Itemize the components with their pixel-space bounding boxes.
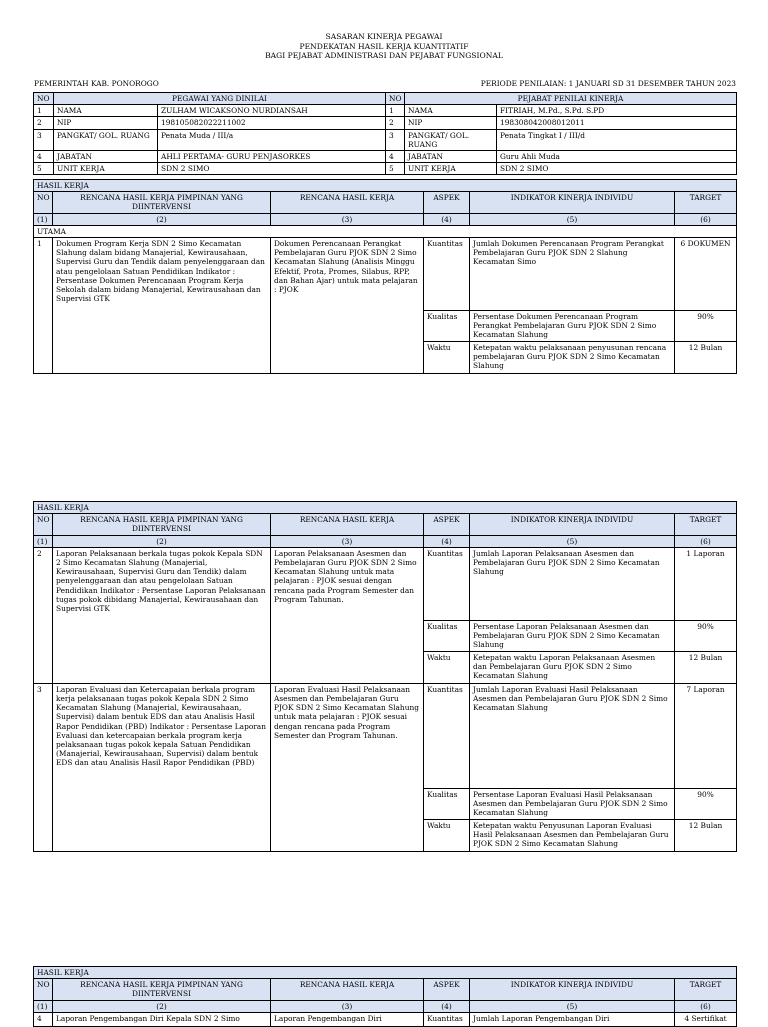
item-rhk-pimpinan: Dokumen Program Kerja SDN 2 Simo Kecamatan Slahung dalam bidang Manajerial, Kewirausahaan, Supervisi Guru dan Tendik dalam penyelenggaraan dan atau pengelolaan Satuan Pendidikan Indikator : Persentase Dokumen Perencanaan Program Kerja Sekolah dalam bidang Manajerial, Kewirausahaan dan Supervisi GTK bbox=[53, 238, 271, 374]
info-value-2: SDN 2 SIMO bbox=[497, 163, 737, 175]
item-rhk: Laporan Pelaksanaan Asesmen dan Pembelajaran Guru PJOK SDN 2 Simo Kecamatan Slahung untuk mata pelajaran : PJOK sesuai dengan rencana pada Program Semester dan Program Tahunan. bbox=[271, 547, 424, 683]
col-number: (4) bbox=[424, 535, 470, 547]
info-label-2: NAMA bbox=[405, 105, 497, 117]
item-aspek: Waktu bbox=[424, 342, 470, 374]
info-label-2: PANGKAT/ GOL. RUANG bbox=[405, 129, 497, 150]
item-aspek: Kuantitas bbox=[424, 547, 470, 620]
col-no-header: NO bbox=[34, 192, 53, 213]
col-number: (6) bbox=[675, 535, 737, 547]
info-label-2: JABATAN bbox=[405, 151, 497, 163]
col-no-header: NO bbox=[34, 979, 53, 1000]
info-value: SDN 2 SIMO bbox=[158, 163, 386, 175]
hasil-kerja-row bbox=[34, 502, 737, 514]
info-no-2: 2 bbox=[386, 117, 405, 129]
item-target: 12 Bulan bbox=[675, 651, 737, 683]
info-value: 198105082022211002 bbox=[158, 117, 386, 129]
col-number: (6) bbox=[675, 213, 737, 225]
item-target: 4 Sertifikat bbox=[675, 1012, 737, 1026]
col-aspek-header: ASPEK bbox=[424, 979, 470, 1000]
item-rhk: Laporan Pengembangan Diri bbox=[271, 1012, 424, 1026]
col-number: (5) bbox=[470, 535, 675, 547]
col-number: (2) bbox=[53, 535, 271, 547]
page-section-2 bbox=[33, 501, 736, 852]
table-row bbox=[34, 547, 737, 620]
col-number: (2) bbox=[53, 213, 271, 225]
info-no-2: 3 bbox=[386, 129, 405, 150]
col-rhk-pimpinan-header: RENCANA HASIL KERJA PIMPINAN YANG DIINTERVENSI bbox=[53, 192, 271, 213]
item-indikator: Jumlah Laporan Pelaksanaan Asesmen dan Pembelajaran Guru PJOK SDN 2 Simo Kecamatan Slahung bbox=[470, 547, 675, 620]
title-line-2: PENDEKATAN HASIL KERJA KUANTITATIF bbox=[299, 41, 469, 51]
item-aspek: Kuantitas bbox=[424, 238, 470, 311]
work-table-3 bbox=[33, 966, 737, 1027]
pegawai-header: PEGAWAI YANG DINILAI bbox=[54, 93, 386, 105]
info-row bbox=[34, 117, 737, 129]
info-row bbox=[34, 105, 737, 117]
item-no: 1 bbox=[34, 238, 53, 374]
col-aspek-header: ASPEK bbox=[424, 192, 470, 213]
table-row bbox=[34, 683, 737, 788]
item-aspek: Kuantitas bbox=[424, 683, 470, 788]
info-row bbox=[34, 151, 737, 163]
item-indikator: Jumlah Laporan Pengembangan Diri bbox=[470, 1012, 675, 1026]
col-number: (1) bbox=[34, 213, 53, 225]
col-target-header: TARGET bbox=[675, 514, 737, 535]
col-number: (5) bbox=[470, 213, 675, 225]
col-aspek-header: ASPEK bbox=[424, 514, 470, 535]
pejabat-header: PEJABAT PENILAI KINERJA bbox=[405, 93, 737, 105]
column-header-row bbox=[34, 514, 737, 535]
info-row bbox=[34, 129, 737, 150]
info-value: AHLI PERTAMA- GURU PENJASORKES bbox=[158, 151, 386, 163]
table-row bbox=[34, 1012, 737, 1026]
item-target: 12 Bulan bbox=[675, 342, 737, 374]
title-line-3: BAGI PEJABAT ADMINISTRASI DAN PEJABAT FUNGSIONAL bbox=[265, 51, 503, 60]
info-no: 4 bbox=[34, 151, 54, 163]
info-no-2: 4 bbox=[386, 151, 405, 163]
hasil-kerja-row bbox=[34, 967, 737, 979]
document-title bbox=[0, 32, 768, 61]
item-target: 1 Laporan bbox=[675, 547, 737, 620]
col-number: (4) bbox=[424, 1000, 470, 1012]
col-rhk-header: RENCANA HASIL KERJA bbox=[271, 192, 424, 213]
col-indikator-header: INDIKATOR KINERJA INDIVIDU bbox=[470, 192, 675, 213]
col-number: (3) bbox=[271, 1000, 424, 1012]
col-number: (2) bbox=[53, 1000, 271, 1012]
item-indikator: Ketepatan waktu Penyusunan Laporan Evaluasi Hasil Pelaksanaan Asesmen dan Pembelajaran Guru PJOK SDN 2 Simo Kecamatan Slahung bbox=[470, 819, 675, 851]
info-label: UNIT KERJA bbox=[54, 163, 158, 175]
work-table-2 bbox=[33, 501, 737, 852]
col-rhk-header: RENCANA HASIL KERJA bbox=[271, 514, 424, 535]
column-number-row bbox=[34, 535, 737, 547]
col-indikator-header: INDIKATOR KINERJA INDIVIDU bbox=[470, 979, 675, 1000]
item-aspek: Kuantitas bbox=[424, 1012, 470, 1026]
item-rhk-pimpinan: Laporan Evaluasi dan Ketercapaian berkala program kerja pelaksanaan tugas pokok Kepala SDN 2 Simo Kecamatan Slahung (Manajerial, Kewirausahaan, Supervisi) dalam bentuk EDS dan atau Analisis Hasil Rapor Pendidikan (PBD) Indikator : Persentase Laporan Evaluasi dan ketercapaian berkala program kerja pelaksanaan tugas pokok kepala Satuan Pendidikan (Manajerial, Kewirausahaan, Supervisi) dalam bentuk EDS dan atau Analisis Hasil Rapor Pendidikan (PBD) bbox=[53, 683, 271, 851]
info-value-2: Guru Ahli Muda bbox=[497, 151, 737, 163]
hasil-kerja-label: HASIL KERJA bbox=[34, 967, 737, 979]
column-header-row bbox=[34, 192, 737, 213]
item-target: 6 DOKUMEN bbox=[675, 238, 737, 311]
period-label: PERIODE PENILAIAN: 1 JANUARI SD 31 DESEMBER TAHUN 2023 bbox=[480, 79, 736, 88]
col-number: (3) bbox=[271, 535, 424, 547]
item-rhk-pimpinan: Laporan Pelaksanaan berkala tugas pokok Kepala SDN 2 Simo Kecamatan Slahung (Manajerial, Kewirausahaan, Supervisi Guru dan Tendik) dalam penyelenggaraan dan atau pengelolaan Satuan Pendidikan Indikator : Persentase Laporan Pelaksanaan tugas pokok dibidang Manajerial, Kewirausahaan dan Supervisi GTK bbox=[53, 547, 271, 683]
info-no-header-2: NO bbox=[386, 93, 405, 105]
col-rhk-pimpinan-header: RENCANA HASIL KERJA PIMPINAN YANG DIINTERVENSI bbox=[53, 514, 271, 535]
item-target: 12 Bulan bbox=[675, 819, 737, 851]
info-label-2: NIP bbox=[405, 117, 497, 129]
col-number: (1) bbox=[34, 535, 53, 547]
government-label: PEMERINTAH KAB. PONOROGO bbox=[34, 79, 159, 88]
col-number: (5) bbox=[470, 1000, 675, 1012]
employee-info-table bbox=[33, 92, 737, 175]
item-aspek: Kualitas bbox=[424, 788, 470, 819]
hasil-kerja-row bbox=[34, 180, 737, 192]
info-no: 3 bbox=[34, 129, 54, 150]
column-number-row bbox=[34, 1000, 737, 1012]
item-rhk: Dokumen Perencanaan Perangkat Pembelajaran Guru PJOK SDN 2 Simo Kecamatan Slahung (Analisis Minggu Efektif, Prota, Promes, Silabus, RPP, dan Bahan Ajar) untuk mata pelajaran : PJOK bbox=[271, 238, 424, 374]
info-label: NIP bbox=[54, 117, 158, 129]
column-number-row bbox=[34, 213, 737, 225]
meta-row bbox=[34, 79, 736, 88]
title-line-1: SASARAN KINERJA PEGAWAI bbox=[325, 32, 443, 41]
item-rhk: Laporan Evaluasi Hasil Pelaksanaan Asesmen dan Pembelajaran Guru PJOK SDN 2 Simo Kecamatan Slahung untuk mata pelajaran : PJOK sesuai dengan rencana pada Program Semester dan Program Tahunan. bbox=[271, 683, 424, 851]
work-table-1 bbox=[33, 179, 737, 374]
item-aspek: Kualitas bbox=[424, 620, 470, 651]
col-number: (4) bbox=[424, 213, 470, 225]
table-row bbox=[34, 238, 737, 311]
page-section-1 bbox=[33, 179, 736, 374]
item-aspek: Kualitas bbox=[424, 311, 470, 342]
col-number: (3) bbox=[271, 213, 424, 225]
info-label: NAMA bbox=[54, 105, 158, 117]
item-no: 2 bbox=[34, 547, 53, 683]
info-label: JABATAN bbox=[54, 151, 158, 163]
col-number: (6) bbox=[675, 1000, 737, 1012]
col-rhk-pimpinan-header: RENCANA HASIL KERJA PIMPINAN YANG DIINTERVENSI bbox=[53, 979, 271, 1000]
col-number: (1) bbox=[34, 1000, 53, 1012]
item-aspek: Waktu bbox=[424, 651, 470, 683]
column-header-row bbox=[34, 979, 737, 1000]
info-value-2: Penata Tingkat I / III/d bbox=[497, 129, 737, 150]
item-target: 7 Laporan bbox=[675, 683, 737, 788]
info-no-header: NO bbox=[34, 93, 54, 105]
info-value-2: FITRIAH, M.Pd., S.Pd. S.PD bbox=[497, 105, 737, 117]
item-indikator: Persentase Laporan Pelaksanaan Asesmen dan Pembelajaran Guru PJOK SDN 2 Simo Kecamatan Slahung bbox=[470, 620, 675, 651]
utama-label: UTAMA bbox=[34, 225, 737, 237]
item-indikator: Jumlah Dokumen Perencanaan Program Perangkat Pembelajaran Guru PJOK SDN 2 Slahung Kecamatan Simo bbox=[470, 238, 675, 311]
page-section-3 bbox=[33, 966, 736, 1027]
info-no: 2 bbox=[34, 117, 54, 129]
info-value-2: 198308042008012011 bbox=[497, 117, 737, 129]
info-value: Penata Muda / III/a bbox=[158, 129, 386, 150]
hasil-kerja-label: HASIL KERJA bbox=[34, 180, 737, 192]
info-label: PANGKAT/ GOL. RUANG bbox=[54, 129, 158, 150]
utama-row bbox=[34, 225, 737, 237]
col-no-header: NO bbox=[34, 514, 53, 535]
info-label-2: UNIT KERJA bbox=[405, 163, 497, 175]
col-target-header: TARGET bbox=[675, 979, 737, 1000]
hasil-kerja-label: HASIL KERJA bbox=[34, 502, 737, 514]
item-target: 90% bbox=[675, 788, 737, 819]
info-row bbox=[34, 163, 737, 175]
item-no: 3 bbox=[34, 683, 53, 851]
info-no: 5 bbox=[34, 163, 54, 175]
item-rhk-pimpinan: Laporan Pengembangan Diri Kepala SDN 2 Simo bbox=[53, 1012, 271, 1026]
item-indikator: Persentase Laporan Evaluasi Hasil Pelaksanaan Asesmen dan Pembelajaran Guru PJOK SDN 2 Simo Kecamatan Slahung bbox=[470, 788, 675, 819]
item-indikator: Jumlah Laporan Evaluasi Hasil Pelaksanaan Asesmen dan Pembelajaran Guru PJOK SDN 2 Simo Kecamatan Slahung bbox=[470, 683, 675, 788]
col-indikator-header: INDIKATOR KINERJA INDIVIDU bbox=[470, 514, 675, 535]
col-target-header: TARGET bbox=[675, 192, 737, 213]
info-value: ZULHAM WICAKSONO NURDIANSAH bbox=[158, 105, 386, 117]
info-no: 1 bbox=[34, 105, 54, 117]
item-target: 90% bbox=[675, 620, 737, 651]
item-no: 4 bbox=[34, 1012, 53, 1026]
item-indikator: Ketepatan waktu pelaksanaan penyusunan rencana pembelajaran Guru PJOK SDN 2 Simo Kecamatan Slahung bbox=[470, 342, 675, 374]
col-rhk-header: RENCANA HASIL KERJA bbox=[271, 979, 424, 1000]
item-indikator: Persentase Dokumen Perencanaan Program Perangkat Pembelajaran Guru PJOK SDN 2 Simo Kecamatan Slahung bbox=[470, 311, 675, 342]
info-no-2: 1 bbox=[386, 105, 405, 117]
item-target: 90% bbox=[675, 311, 737, 342]
info-no-2: 5 bbox=[386, 163, 405, 175]
item-indikator: Ketepatan waktu Laporan Pelaksanaan Asesmen dan Pembelajaran Guru PJOK SDN 2 Simo Kecamatan Slahung bbox=[470, 651, 675, 683]
item-aspek: Waktu bbox=[424, 819, 470, 851]
